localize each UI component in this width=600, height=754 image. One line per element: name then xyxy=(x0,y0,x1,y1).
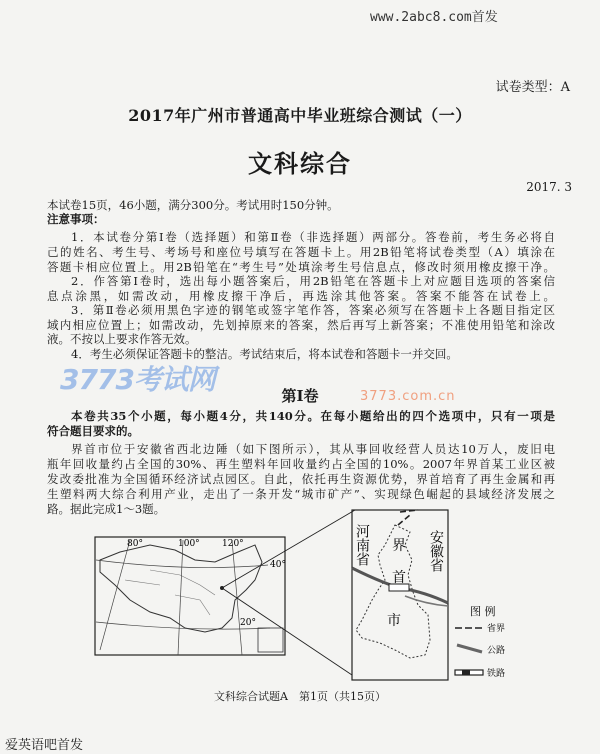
legend-railway: 铁路 xyxy=(487,669,506,679)
part-intro-line: 本卷共35个小题，每小题4分，共140分。在每小题给出的四个选项中，只有一项是 xyxy=(71,409,555,423)
notice-line: 4．考生必须保证答题卡的整洁。考试结束后，将本试卷和答题卡一并交回。 xyxy=(71,347,458,361)
watermark-bottom: 爱英语吧首发 xyxy=(5,738,84,753)
watermark-top: www.2abc8.com首发 xyxy=(370,10,498,25)
legend-title: 图 例 xyxy=(470,605,496,618)
location-map-figure xyxy=(0,500,600,690)
longitude-label: 100° xyxy=(178,539,200,549)
part-intro-line: 符合题目要求的。 xyxy=(47,424,139,438)
notice-line: 3．第Ⅱ卷必须用黑色字迹的钢笔或签字笔作答，答案必须写在答题卡上各题目指定区 xyxy=(71,303,555,317)
paper-type: 试卷类型：A xyxy=(495,80,570,95)
longitude-label: 120° xyxy=(222,539,244,549)
map-label-anhui: 安徽省 xyxy=(428,530,444,572)
map-label-henan: 河南省 xyxy=(354,524,370,566)
map-label-shi: 市 xyxy=(387,613,401,629)
legend-highway: 公路 xyxy=(487,646,506,656)
passage-line: 瓶年回收量约占全国的30%、再生塑料年回收量约占全国的10%。2007年界首某工业区被 xyxy=(47,457,555,471)
longitude-label: 80° xyxy=(127,539,143,549)
page-footer: 文科综合试题A 第1页（共15页） xyxy=(214,690,386,703)
notice-line: 2．作答第Ⅰ卷时，选出每小题答案后，用2B铅笔在答题卡上对应题目选项的答案信 xyxy=(71,274,555,288)
exam-date: 2017. 3 xyxy=(526,180,572,194)
notice-line: 己的姓名、考生号、考场号和座位号填写在答题卡上。用2B铅笔将试卷类型（A）填涂在 xyxy=(47,245,555,259)
legend-province-border: 省界 xyxy=(487,624,506,634)
map-label-shou: 首 xyxy=(392,570,406,586)
map-label-jie: 界 xyxy=(392,538,406,554)
notice-line: 液。不按以上要求作答无效。 xyxy=(47,332,197,346)
passage-line: 路。据此完成1～3题。 xyxy=(47,502,166,516)
watermark-3773: 3773考试网 xyxy=(60,363,215,396)
map-legend xyxy=(455,604,505,679)
china-map xyxy=(95,510,355,675)
notice-line: 息点涂黑，如需改动，用橡皮擦干净后，再选涂其他答案。答案不能答在试卷上。 xyxy=(47,289,555,303)
watermark-3773-url: 3773.com.cn xyxy=(360,389,456,404)
notice-line: 答题卡相应位置上。用2B铅笔在“考生号”处填涂考生号信息点，修改时须用橡皮擦干净。 xyxy=(47,260,555,274)
notice-line: 域内相应位置上；如需改动，先划掉原来的答案，然后再写上新答案；不准使用铅笔和涂改 xyxy=(47,318,555,332)
latitude-label: 40° xyxy=(270,560,286,570)
passage-line: 发改委批准为全国循环经济试点园区。自此，依托再生资源优势，界首培育了再生金属和再 xyxy=(47,472,555,486)
subject-title: 文科综合 xyxy=(248,149,352,178)
jieshou-detail-map xyxy=(352,510,448,680)
notice-heading: 注意事项： xyxy=(47,212,105,226)
exam-title: 2017年广州市普通高中毕业班综合测试（一） xyxy=(128,106,472,125)
latitude-label: 20° xyxy=(240,618,256,628)
notice-line: 1．本试卷分第Ⅰ卷（选择题）和第Ⅱ卷（非选择题）两部分。答卷前，考生务必将自 xyxy=(71,230,555,244)
passage-line: 界首市位于安徽省西北边陲（如下图所示），其从事回收经营人员达10万人，废旧电 xyxy=(71,442,555,456)
summary-line: 本试卷15页，46小题，满分300分。考试用时150分钟。 xyxy=(47,198,339,212)
part-title: 第Ⅰ卷 xyxy=(281,387,319,405)
passage-line: 生塑料两大综合利用产业，走出了一条开发“城市矿产”、实现绿色崛起的县域经济发展之 xyxy=(47,487,555,501)
